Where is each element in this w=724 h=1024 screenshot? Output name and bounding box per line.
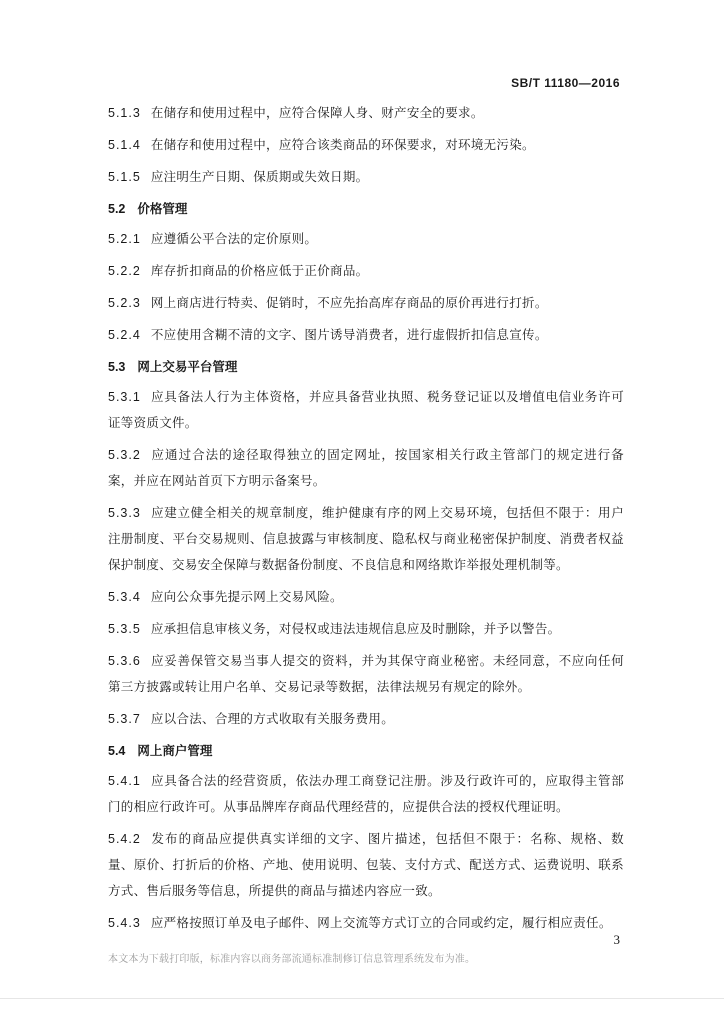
clause-text: 发布的商品应提供真实详细的文字、图片描述，包括但不限于：名称、规格、数量、原价、打折后的价格、产地、使用说明、包装、支付方式、配送方式、运费说明、联系方式、售后服务等信息，所提供的商品与描述内容应一致。 bbox=[108, 831, 624, 898]
clause-number: 5.3.7 bbox=[108, 712, 141, 726]
clause-number: 5.4.2 bbox=[108, 832, 141, 846]
clause-text: 应承担信息审核义务，对侵权或违法违规信息应及时删除，并予以警告。 bbox=[150, 621, 561, 636]
clause-paragraph bbox=[108, 584, 624, 610]
clause-paragraph bbox=[108, 442, 624, 494]
section-heading bbox=[108, 196, 624, 222]
clause-number: 5.4.1 bbox=[108, 774, 141, 788]
clause-text: 应严格按照订单及电子邮件、网上交流等方式订立的合同或约定，履行相应责任。 bbox=[150, 915, 612, 930]
clause-text: 应具备合法的经营资质，依法办理工商登记注册。涉及行政许可的，应取得主管部门的相应行政许可。从事品牌库存商品代理经营的，应提供合法的授权代理证明。 bbox=[108, 773, 624, 814]
clause-text: 库存折扣商品的价格应低于正价商品。 bbox=[150, 263, 369, 278]
clause-paragraph bbox=[108, 384, 624, 436]
clause-text: 不应使用含糊不清的文字、图片诱导消费者，进行虚假折扣信息宣传。 bbox=[150, 327, 548, 342]
section-title: 网上交易平台管理 bbox=[137, 359, 238, 374]
clause-number: 5.2.4 bbox=[108, 328, 141, 342]
section-number: 5.3 bbox=[108, 360, 126, 374]
clause-number: 5.3.3 bbox=[108, 506, 141, 520]
page-bottom-edge bbox=[0, 998, 724, 999]
clause-number: 5.3.4 bbox=[108, 590, 141, 604]
clause-text: 在储存和使用过程中，应符合该类商品的环保要求，对环境无污染。 bbox=[150, 137, 535, 152]
clause-paragraph bbox=[108, 226, 624, 252]
clause-paragraph bbox=[108, 258, 624, 284]
clause-text: 应注明生产日期、保质期或失效日期。 bbox=[150, 169, 369, 184]
clause-text: 应通过合法的途径取得独立的固定网址，按国家相关行政主管部门的规定进行备案，并应在网站首页下方明示备案号。 bbox=[108, 447, 624, 488]
clause-number: 5.3.2 bbox=[108, 448, 141, 462]
clause-paragraph bbox=[108, 132, 624, 158]
clause-number: 5.3.6 bbox=[108, 654, 141, 668]
clause-paragraph bbox=[108, 910, 624, 936]
section-number: 5.4 bbox=[108, 744, 126, 758]
page-number: 3 bbox=[613, 932, 620, 947]
section-title: 价格管理 bbox=[137, 201, 188, 216]
clause-text: 网上商店进行特卖、促销时，不应先抬高库存商品的原价再进行打折。 bbox=[150, 295, 548, 310]
clause-text: 应遵循公平合法的定价原则。 bbox=[150, 231, 318, 246]
section-title: 网上商户管理 bbox=[137, 743, 213, 758]
section-heading bbox=[108, 354, 624, 380]
clause-text: 应以合法、合理的方式收取有关服务费用。 bbox=[150, 711, 395, 726]
clause-number: 5.3.1 bbox=[108, 390, 141, 404]
clause-text: 应具备法人行为主体资格，并应具备营业执照、税务登记证以及增值电信业务许可证等资质文件。 bbox=[108, 389, 624, 430]
clause-number: 5.2.2 bbox=[108, 264, 141, 278]
clause-paragraph bbox=[108, 768, 624, 820]
clause-number: 5.3.5 bbox=[108, 622, 141, 636]
clause-paragraph bbox=[108, 826, 624, 904]
clause-paragraph bbox=[108, 500, 624, 578]
clause-paragraph bbox=[108, 290, 624, 316]
clause-paragraph bbox=[108, 616, 624, 642]
clause-number: 5.2.1 bbox=[108, 232, 141, 246]
clause-number: 5.1.5 bbox=[108, 170, 141, 184]
clause-number: 5.1.4 bbox=[108, 138, 141, 152]
clause-text: 应妥善保管交易当事人提交的资料，并为其保守商业秘密。未经同意，不应向任何第三方披露或转让用户名单、交易记录等数据，法律法规另有规定的除外。 bbox=[108, 653, 624, 694]
clause-paragraph bbox=[108, 322, 624, 348]
clause-number: 5.2.3 bbox=[108, 296, 141, 310]
section-heading bbox=[108, 738, 624, 764]
download-disclaimer: 本文本为下载打印版，标准内容以商务部流通标准制修订信息管理系统发布为准。 bbox=[108, 954, 476, 965]
clause-paragraph bbox=[108, 706, 624, 732]
clause-number: 5.4.3 bbox=[108, 916, 141, 930]
clause-text: 应向公众事先提示网上交易风险。 bbox=[150, 589, 343, 604]
clause-paragraph bbox=[108, 648, 624, 700]
standard-code: SB/T 11180—2016 bbox=[511, 76, 620, 90]
section-number: 5.2 bbox=[108, 202, 126, 216]
clause-text: 在储存和使用过程中，应符合保障人身、财产安全的要求。 bbox=[150, 105, 484, 120]
document-body bbox=[108, 100, 624, 942]
clause-text: 应建立健全相关的规章制度，维护健康有序的网上交易环境，包括但不限于：用户注册制度、平台交易规则、信息披露与审核制度、隐私权与商业秘密保护制度、消费者权益保护制度、交易安全保障与数据备份制度、不良信息和网络欺诈举报处理机制等。 bbox=[108, 505, 624, 572]
clause-paragraph bbox=[108, 100, 624, 126]
clause-paragraph bbox=[108, 164, 624, 190]
clause-number: 5.1.3 bbox=[108, 106, 141, 120]
